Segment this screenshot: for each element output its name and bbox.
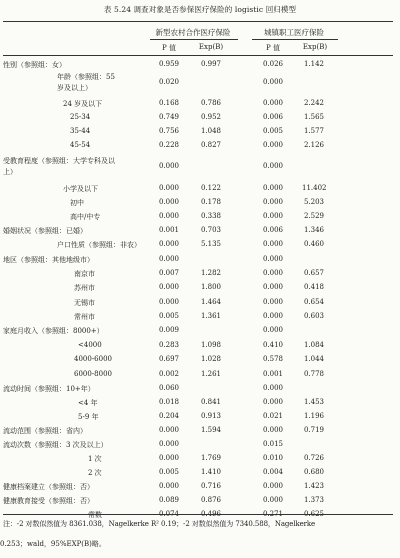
row-label: 35-44: [70, 127, 91, 135]
row-label: 地区（参照组：其他地级市）: [3, 256, 94, 264]
cell-p-nrcms: 0.000: [158, 440, 180, 448]
cell-expb-urban: 0.657: [303, 269, 325, 277]
table-row: [0, 494, 400, 508]
cell-p-nrcms: 0.000: [158, 298, 180, 306]
cell-p-nrcms: 0.959: [158, 60, 180, 68]
cell-p-nrcms: 0.000: [158, 454, 180, 462]
cell-p-urban: 0.010: [262, 454, 284, 462]
cell-expb-nrcms: 0.876: [200, 496, 222, 504]
cell-expb-nrcms: 1.028: [200, 355, 222, 363]
cell-p-urban: 0.000: [262, 212, 284, 220]
table-row: [0, 281, 400, 295]
table-row: [0, 139, 400, 153]
row-label: 户口性质（参照组：非农）: [57, 241, 141, 249]
row-label: 1 次: [88, 455, 102, 463]
table-row: [0, 368, 400, 382]
row-label: 高中/中专: [70, 213, 101, 221]
column-header-p2: P 值: [266, 44, 280, 52]
cell-p-urban: 0.000: [262, 198, 284, 206]
cell-p-nrcms: 0.018: [158, 398, 180, 406]
cell-p-urban: 0.006: [262, 226, 284, 234]
row-label: 婚姻状况（参照组：已婚）: [3, 227, 87, 235]
cell-p-nrcms: 0.283: [158, 341, 180, 349]
cell-p-urban: 0.000: [262, 162, 284, 170]
note-line-2: 0.253；wald，95%EXP(B)略。: [0, 540, 106, 548]
cell-expb-urban: 1.346: [303, 226, 325, 234]
cell-p-nrcms: 0.000: [158, 482, 180, 490]
row-label: 无锡市: [74, 299, 95, 307]
cell-expb-nrcms: 1.464: [200, 298, 222, 306]
table-row: [0, 382, 400, 396]
table-row: [0, 424, 400, 438]
cell-expb-urban: 1.196: [303, 412, 325, 420]
table-row: [0, 70, 400, 92]
row-label: 45-54: [70, 141, 91, 149]
cell-expb-nrcms: 0.338: [200, 212, 222, 220]
cell-expb-nrcms: 0.952: [200, 113, 222, 121]
cell-p-urban: 0.000: [262, 283, 284, 291]
cell-expb-nrcms: 0.997: [200, 60, 222, 68]
group-header-urban-employee: 城镇职工医疗保险: [264, 28, 324, 37]
cell-p-urban: 0.015: [262, 440, 284, 448]
row-label: 4000-6000: [74, 355, 112, 363]
cell-expb-nrcms: 1.048: [200, 127, 222, 135]
table-row: [0, 353, 400, 367]
cell-expb-nrcms: 1.361: [200, 312, 222, 320]
cell-expb-nrcms: 0.703: [200, 226, 222, 234]
cell-expb-nrcms: 1.594: [200, 426, 222, 434]
table-row: [0, 125, 400, 139]
cell-p-nrcms: 0.074: [158, 510, 180, 518]
cell-p-nrcms: 0.756: [158, 127, 180, 135]
cell-expb-nrcms: 5.135: [200, 240, 222, 248]
table-row: [0, 210, 400, 224]
note-line-1: 注：-2 对数似然值为 8361.038，Nagelkerke R² 0.19；-2 对数似然值为 7340.588，Nagelkerke: [3, 520, 316, 528]
cell-expb-nrcms: 1.769: [200, 454, 222, 462]
cell-expb-urban: 1.044: [303, 355, 325, 363]
cell-p-nrcms: 0.000: [158, 426, 180, 434]
row-label: 南京市: [74, 270, 95, 278]
cell-p-urban: 0.000: [262, 78, 284, 86]
table-row: [0, 97, 400, 111]
row-label: 家庭月收入（参照组：8000+）: [3, 327, 104, 335]
cell-p-urban: 0.000: [262, 255, 284, 263]
group-rule-urban-employee: [252, 39, 338, 40]
header-rule: [3, 55, 393, 56]
cell-p-nrcms: 0.000: [158, 240, 180, 248]
cell-p-nrcms: 0.697: [158, 355, 180, 363]
cell-p-urban: 0.000: [262, 482, 284, 490]
cell-p-nrcms: 0.168: [158, 99, 180, 107]
cell-p-urban: 0.021: [262, 412, 284, 420]
table-row: [0, 154, 400, 176]
cell-p-urban: 0.000: [262, 298, 284, 306]
cell-expb-nrcms: 1.800: [200, 283, 222, 291]
table-row: [0, 466, 400, 480]
cell-p-nrcms: 0.007: [158, 269, 180, 277]
table-row: [0, 438, 400, 452]
cell-p-urban: 0.000: [262, 496, 284, 504]
cell-p-urban: 0.026: [262, 60, 284, 68]
cell-expb-urban: 0.654: [303, 298, 325, 306]
cell-expb-nrcms: 0.841: [200, 398, 222, 406]
cell-p-urban: 0.006: [262, 113, 284, 121]
cell-p-urban: 0.271: [262, 510, 284, 518]
cell-p-nrcms: 0.000: [158, 162, 180, 170]
cell-expb-urban: 1.577: [303, 127, 325, 135]
table-row: [0, 238, 400, 252]
cell-p-urban: 0.578: [262, 355, 284, 363]
row-label: 流动时间（参照组：10+年）: [3, 385, 95, 393]
cell-expb-nrcms: 0.827: [200, 141, 222, 149]
table-row: [0, 410, 400, 424]
row-label: 健康档案建立（参照组：否）: [3, 483, 94, 491]
cell-p-nrcms: 0.000: [158, 184, 180, 192]
cell-p-urban: 0.000: [262, 99, 284, 107]
row-label: 小学及以下: [63, 185, 98, 193]
table-row: [0, 296, 400, 310]
cell-expb-urban: 0.680: [303, 468, 325, 476]
cell-expb-urban: 0.460: [303, 240, 325, 248]
table-row: [0, 480, 400, 494]
row-label: <4 年: [78, 399, 98, 407]
table-row: [0, 452, 400, 466]
cell-p-nrcms: 0.000: [158, 283, 180, 291]
cell-p-urban: 0.000: [262, 312, 284, 320]
column-header-p1: P 值: [162, 44, 176, 52]
cell-expb-nrcms: 0.786: [200, 99, 222, 107]
cell-expb-urban: 1.565: [303, 113, 325, 121]
group-rule-nrcms: [150, 39, 238, 40]
row-label: 受教育程度（参照组：大学专科及以上）: [3, 157, 115, 176]
cell-p-nrcms: 0.000: [158, 255, 180, 263]
table-row: [0, 224, 400, 238]
cell-p-nrcms: 0.020: [158, 78, 180, 86]
bottom-rule: [3, 514, 393, 515]
cell-expb-urban: 1.423: [303, 482, 325, 490]
cell-p-urban: 0.000: [262, 326, 284, 334]
cell-expb-nrcms: 1.410: [200, 468, 222, 476]
cell-p-nrcms: 0.002: [158, 370, 180, 378]
cell-p-nrcms: 0.228: [158, 141, 180, 149]
cell-expb-urban: 0.719: [303, 426, 325, 434]
table-row: [0, 396, 400, 410]
cell-expb-urban: 2.529: [303, 212, 325, 220]
cell-expb-urban: 11.402: [302, 184, 327, 192]
cell-expb-urban: 0.603: [303, 312, 325, 320]
cell-expb-nrcms: 0.178: [200, 198, 222, 206]
table-caption: 表 5.24 调查对象是否参保医疗保险的 logistic 回归模型: [103, 5, 297, 14]
cell-expb-urban: 1.142: [303, 60, 325, 68]
top-rule: [3, 21, 393, 22]
cell-p-urban: 0.000: [262, 141, 284, 149]
cell-p-nrcms: 0.005: [158, 312, 180, 320]
row-label: 5-9 年: [78, 413, 99, 421]
cell-expb-urban: 5.203: [303, 198, 325, 206]
group-header-nrcms: 新型农村合作医疗保险: [155, 28, 231, 37]
cell-expb-urban: 1.373: [303, 496, 325, 504]
cell-p-urban: 0.001: [262, 370, 284, 378]
row-label: 25-34: [70, 113, 91, 121]
cell-expb-urban: 0.418: [303, 283, 325, 291]
column-header-expb1: Exp(B): [198, 43, 224, 51]
row-label: 性别（参照组：女）: [3, 61, 66, 69]
cell-p-urban: 0.000: [262, 269, 284, 277]
cell-expb-urban: 0.778: [303, 370, 325, 378]
row-label: 常州市: [74, 313, 95, 321]
table-row: [0, 111, 400, 125]
table-row: [0, 182, 400, 196]
cell-p-nrcms: 0.089: [158, 496, 180, 504]
row-label: 流动次数（参照组：3 次及以上）: [3, 441, 108, 449]
cell-p-nrcms: 0.005: [158, 468, 180, 476]
cell-expb-nrcms: 0.122: [200, 184, 222, 192]
table-row: [0, 339, 400, 353]
cell-p-nrcms: 0.060: [158, 384, 180, 392]
row-label: 24 岁及以下: [63, 100, 103, 108]
cell-p-urban: 0.000: [262, 426, 284, 434]
cell-expb-urban: 0.726: [303, 454, 325, 462]
cell-expb-nrcms: 1.261: [200, 370, 222, 378]
cell-p-nrcms: 0.009: [158, 326, 180, 334]
cell-p-nrcms: 0.000: [158, 212, 180, 220]
cell-p-nrcms: 0.001: [158, 226, 180, 234]
cell-expb-urban: 2.242: [303, 99, 325, 107]
table-row: [0, 267, 400, 281]
row-label: 6000-8000: [74, 370, 112, 378]
cell-p-urban: 0.410: [262, 341, 284, 349]
cell-expb-urban: 2.126: [303, 141, 325, 149]
row-label: 流动范围（参照组：省内）: [3, 427, 87, 435]
row-label: 年龄（参照组：55 岁及以上）: [57, 73, 115, 92]
cell-p-nrcms: 0.000: [158, 198, 180, 206]
cell-expb-nrcms: 0.716: [200, 482, 222, 490]
cell-expb-urban: 0.625: [303, 510, 325, 518]
row-label: 健康教育接受（参照组：否）: [3, 497, 94, 505]
cell-p-urban: 0.000: [262, 240, 284, 248]
table-row: [0, 324, 400, 338]
column-header-expb2: Exp(B): [302, 43, 328, 51]
cell-expb-urban: 1.084: [303, 341, 325, 349]
row-label: <4000: [78, 341, 102, 349]
cell-expb-nrcms: 0.913: [200, 412, 222, 420]
cell-p-urban: 0.000: [262, 384, 284, 392]
cell-p-nrcms: 0.204: [158, 412, 180, 420]
cell-expb-nrcms: 1.282: [200, 269, 222, 277]
cell-expb-nrcms: 1.098: [200, 341, 222, 349]
table-row: [0, 310, 400, 324]
row-label: 苏州市: [74, 284, 95, 292]
table-row: [0, 196, 400, 210]
cell-p-urban: 0.000: [262, 184, 284, 192]
cell-expb-urban: 1.453: [303, 398, 325, 406]
table-row: [0, 253, 400, 267]
cell-p-urban: 0.000: [262, 398, 284, 406]
cell-p-urban: 0.004: [262, 468, 284, 476]
cell-p-nrcms: 0.749: [158, 113, 180, 121]
cell-expb-nrcms: 0.496: [200, 510, 222, 518]
row-label: 初中: [70, 199, 84, 207]
row-label: 2 次: [88, 469, 102, 477]
row-label: 常数: [88, 511, 102, 519]
cell-p-urban: 0.005: [262, 127, 284, 135]
